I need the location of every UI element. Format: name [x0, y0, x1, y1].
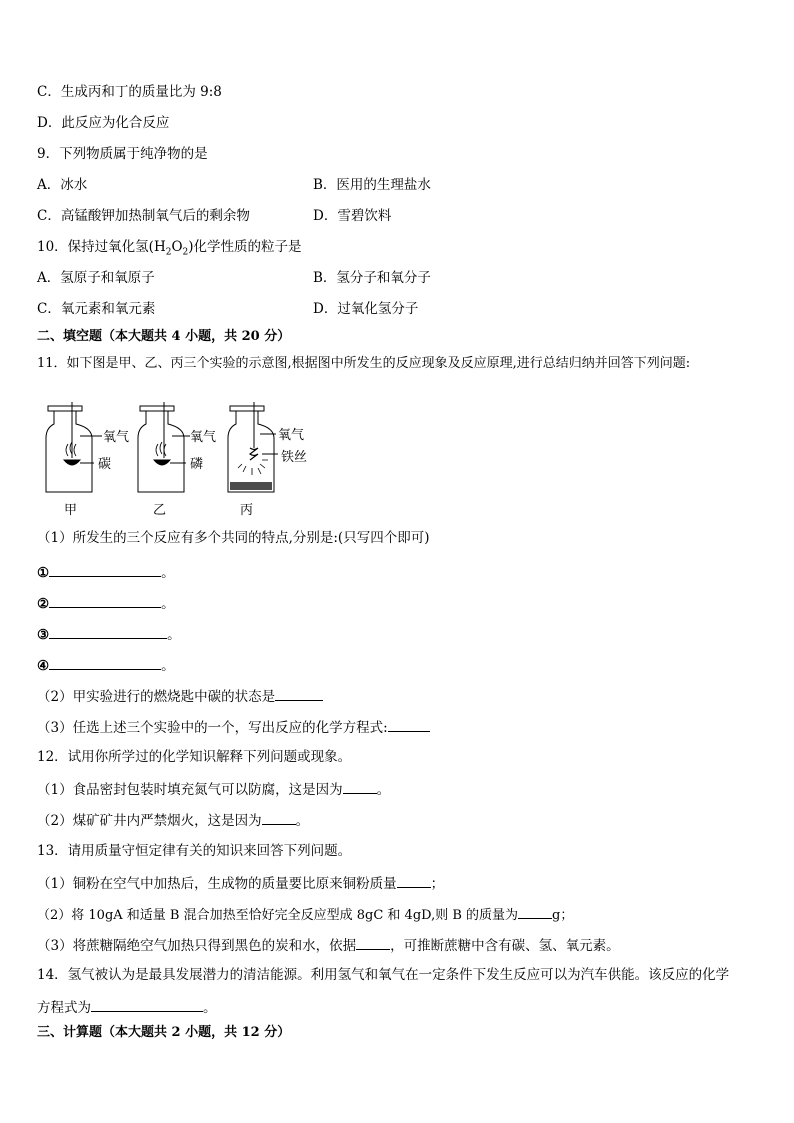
- section-2-heading: 二、填空题（本大题共 4 小题，共 20 分）: [37, 329, 291, 344]
- q10-option-b: B．氢分子和氧分子: [313, 270, 431, 286]
- jar3-substance-label: 铁丝: [281, 450, 308, 465]
- q11-part2: （2）甲实验进行的燃烧匙中碳的状态是: [37, 686, 323, 706]
- jar2-substance-label: 磷: [190, 457, 204, 472]
- jar2-gas-label: 氧气: [190, 430, 217, 445]
- q11-blank-3: ③ 。: [37, 624, 181, 644]
- section-3-heading: 三、计算题（本大题共 2 小题，共 12 分）: [37, 1025, 291, 1040]
- q9-option-b: B．医用的生理盐水: [313, 177, 431, 193]
- q8-option-d: D．此反应为化合反应: [37, 115, 170, 131]
- q13-part3: （3）将蔗糖隔绝空气加热只得到黑色的炭和水，依据 ，可推断蔗糖中含有碳、氢、氧元素。: [37, 935, 620, 955]
- q9-option-d: D．雪碧饮料: [313, 208, 392, 224]
- jar3-name: 丙: [240, 503, 254, 518]
- q11-blank-1: ① 。: [37, 562, 175, 582]
- q13-stem: 13．请用质量守恒定律有关的知识来回答下列问题。: [37, 843, 352, 859]
- q12-part2: （2）煤矿矿井内严禁烟火，这是因为 。: [37, 810, 309, 830]
- q12-stem: 12．试用你所学过的化学知识解释下列问题或现象。: [37, 749, 352, 765]
- jar3-gas-label: 氧气: [278, 428, 305, 443]
- q10-stem: 10．保持过氧化氢$(H_2O_2)$化学性质的粒子是: [37, 239, 302, 258]
- jar2-name: 乙: [153, 503, 167, 518]
- q14-line2: 方程式为 。: [37, 997, 217, 1017]
- q13-part2: （2）将 10gA 和适量 B 混合加热至恰好完全反应型成 8gC 和 4gD,则 B 的质量为 g；: [37, 904, 573, 925]
- q11-part1: （1）所发生的三个反应有多个共同的特点,分别是:(只写四个即可): [37, 530, 430, 546]
- jar1-gas-label: 氧气: [103, 430, 130, 445]
- q13-part1: （1）铜粉在空气中加热后，生成物的质量要比原来铜粉质量 ；: [37, 873, 444, 893]
- q9-stem: 9．下列物质属于纯净物的是: [37, 146, 208, 162]
- jar-jia: [46, 402, 102, 492]
- jar1-substance-label: 碳: [98, 457, 112, 472]
- jar-bing: [228, 402, 278, 492]
- jar-yi: [138, 402, 190, 492]
- q10-option-d: D．过氧化氢分子: [313, 301, 419, 317]
- q10-option-c: C．氧元素和氧元素: [37, 301, 156, 317]
- q11-stem: 11．如下图是甲、乙、丙三个实验的示意图,根据图中所发生的反应现象及反应原理,进行总结归纳并回答下列问题:: [37, 356, 691, 371]
- experiment-figure: [40, 402, 340, 522]
- q11-blank-4: ④ 。: [37, 655, 175, 675]
- q9-option-a: A．冰水: [37, 177, 88, 193]
- q11-part3: （3）任选上述三个实验中的一个，写出反应的化学方程式:: [37, 717, 430, 737]
- q12-part1: （1）食品密封包装时填充氮气可以防腐，这是因为 。: [37, 779, 390, 799]
- q11-blank-2: ② 。: [37, 593, 175, 613]
- q10-option-a: A．氢原子和氧原子: [37, 270, 155, 286]
- q9-option-c: C．高锰酸钾加热制氧气后的剩余物: [37, 208, 250, 224]
- jar1-name: 甲: [64, 503, 78, 518]
- q14-line1: 14．氢气被认为是最具发展潜力的清洁能源。利用氢气和氧气在一定条件下发生反应可以为汽车供能。该反应的化学: [37, 967, 730, 983]
- q8-option-c: C．生成丙和丁的质量比为 9:8: [37, 84, 222, 100]
